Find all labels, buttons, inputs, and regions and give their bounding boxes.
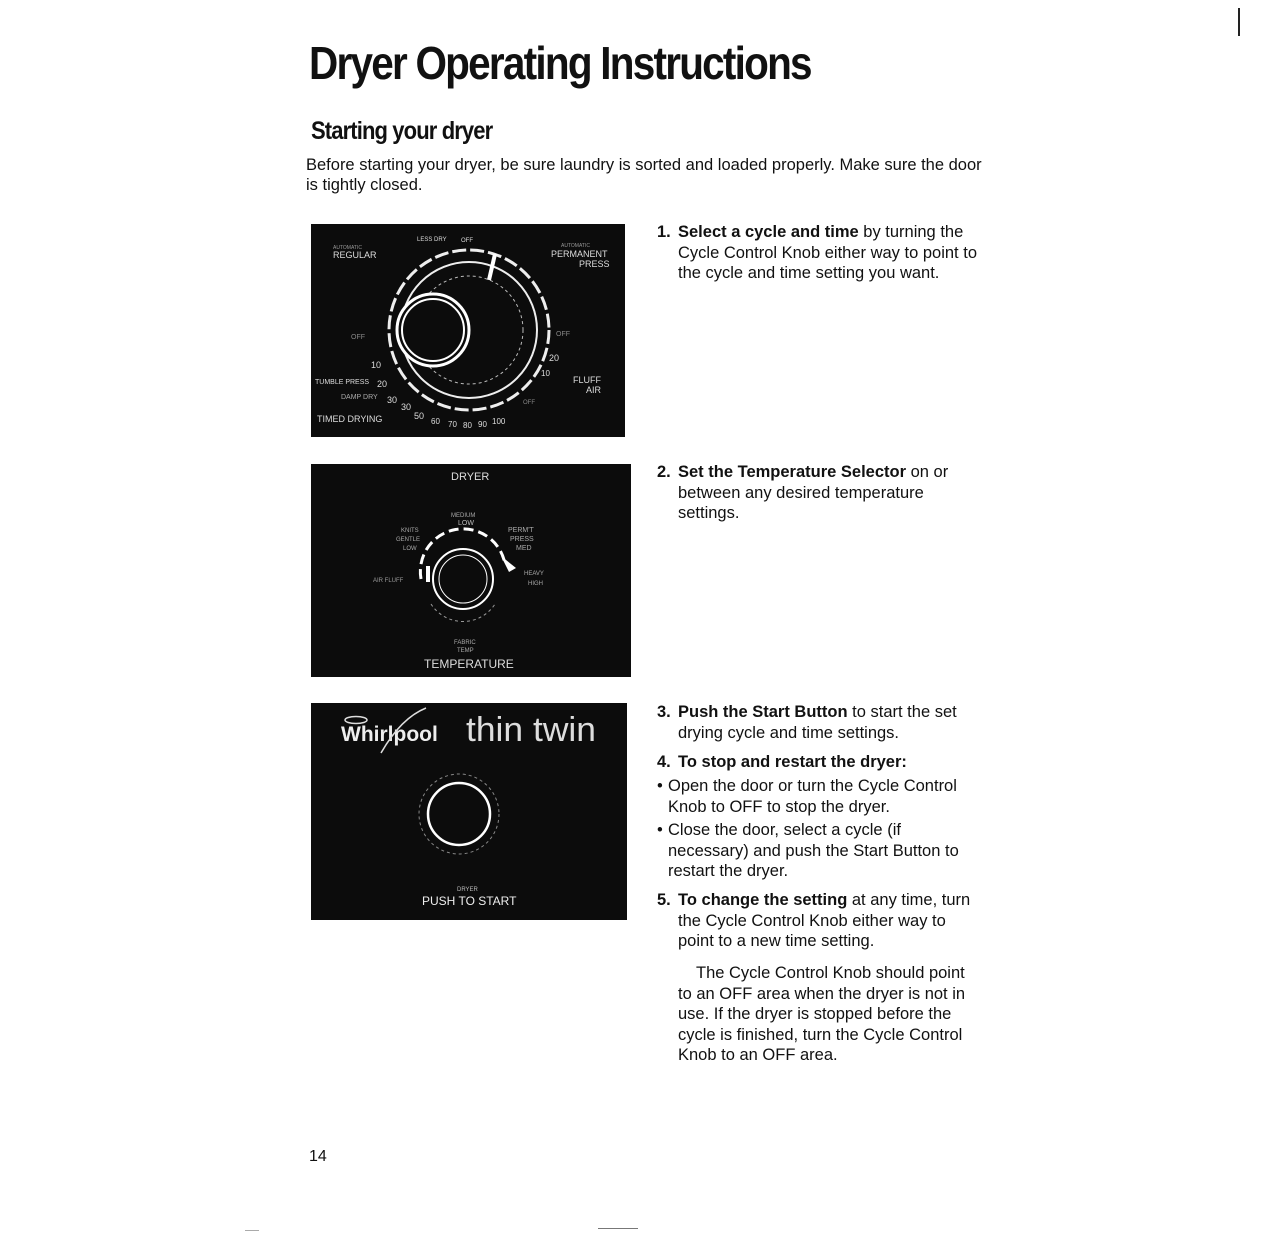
tick-bottom-70: 70 [448, 420, 457, 429]
start-button-panel [311, 703, 627, 920]
dryer-top-label: DRYER [451, 471, 490, 483]
push-to-start-label: PUSH TO START [422, 894, 517, 908]
fluff-label: FLUFF [573, 375, 601, 385]
step-3 [657, 702, 977, 743]
section-title: Starting your dryer [311, 117, 493, 145]
model-text: thin twin [466, 711, 596, 749]
perm-med-label: MED [516, 545, 532, 552]
step-5-heading: To change the setting [678, 891, 848, 909]
bullet-item-2 [657, 820, 977, 882]
bullet-1-text: Open the door or turn the Cycle Control Knob to OFF to stop the dryer. [668, 777, 957, 816]
step-3-number: 3. [657, 703, 671, 721]
perm-press-label: PRESS [510, 536, 534, 543]
tick-bottom-90: 90 [478, 420, 487, 429]
tick-bottom-50: 50 [414, 411, 425, 421]
step-5-text: at any time, turn the Cycle Control Knob either way to point to a new time setting. [678, 891, 971, 950]
medium-low-label: LOW [458, 520, 474, 527]
cycle-control-panel [311, 224, 625, 437]
brand-text: Whirlpool [341, 723, 438, 746]
step-3-heading: Push the Start Button [678, 703, 848, 721]
perm-label: PERM'T [508, 527, 534, 534]
tick-bottom-100: 100 [492, 417, 506, 426]
tick-left-30: 30 [387, 395, 398, 405]
step-1-text: by turning the Cycle Control Knob either way to point to the cycle and time setting you want. [678, 223, 977, 282]
step-3-text: to start the set drying cycle and time settings. [678, 703, 957, 742]
scan-mark [245, 1230, 259, 1231]
fabric-label: FABRIC [454, 640, 476, 646]
step-4-heading: To stop and restart the dryer: [678, 753, 907, 771]
tick-bottom-60: 60 [431, 417, 440, 426]
knits-label: KNITS [401, 528, 419, 534]
regular-automatic-label: AUTOMATIC [333, 245, 362, 251]
bullet-icon: • [657, 777, 663, 795]
page-title: Dryer Operating Instructions [309, 37, 811, 89]
temperature-selector-panel [311, 464, 631, 677]
off-bottom-label: OFF [523, 400, 535, 406]
temp-label: TEMP [457, 648, 474, 654]
heavy-label: HEAVY [524, 571, 544, 577]
tumble-press-label: TUMBLE PRESS [315, 379, 370, 386]
air-label: AIR [586, 385, 602, 395]
step-5 [657, 890, 977, 952]
damp-dry-label: DAMP DRY [341, 394, 378, 401]
bullet-icon: • [657, 821, 663, 839]
less-dry-label: LESS DRY [417, 237, 447, 243]
note-text: The Cycle Control Knob should point to an OFF area when the dryer is not in use. If the dryer is stopped before the cycle is finished, turn the Cycle Control Knob to an OFF area. [678, 964, 966, 1064]
tick-left-10: 10 [371, 360, 382, 370]
page-number: 14 [309, 1148, 327, 1165]
intro-paragraph: Before starting your dryer, be sure laundry is sorted and loaded properly. Make sure the door is tightly closed. [306, 156, 982, 194]
step-1-number: 1. [657, 223, 671, 241]
timed-drying-label: TIMED DRYING [317, 414, 383, 424]
note-paragraph [678, 963, 978, 1066]
step-1-heading: Select a cycle and time [678, 223, 859, 241]
margin-mark [1238, 8, 1240, 36]
step-2 [657, 462, 977, 524]
bullet-item-1 [657, 776, 977, 817]
tick-bottom-40: 30 [401, 402, 412, 412]
tick-left-20: 20 [377, 379, 388, 389]
step-4-number: 4. [657, 753, 671, 771]
step-2-number: 2. [657, 463, 671, 481]
bullet-2-text: Close the door, select a cycle (if necessary) and push the Start Button to restart the dryer. [668, 821, 959, 880]
off-right-label: OFF [556, 331, 570, 338]
step-2-text: on or between any desired temperature settings. [678, 463, 949, 522]
dryer-small-label: DRYER [457, 887, 478, 893]
off-top-label: OFF [461, 238, 473, 244]
tick-bottom-80: 80 [463, 421, 472, 430]
high-label: HIGH [528, 581, 543, 587]
permanent-label: PERMANENT [551, 249, 608, 259]
temperature-bottom-label: TEMPERATURE [424, 657, 514, 671]
knits-low-label: LOW [403, 546, 417, 552]
step-4 [657, 752, 977, 773]
step-2-heading: Set the Temperature Selector [678, 463, 907, 481]
medium-label: MEDIUM [451, 513, 476, 519]
tick-right-20: 20 [549, 353, 560, 363]
off-left-label: OFF [351, 334, 365, 341]
perm-automatic-label: AUTOMATIC [561, 243, 590, 249]
step-1 [657, 222, 977, 284]
tick-right-10: 10 [541, 369, 550, 378]
gentle-label: GENTLE [396, 537, 421, 543]
scan-mark [598, 1228, 638, 1229]
step-5-number: 5. [657, 891, 671, 909]
regular-label: REGULAR [333, 250, 377, 260]
press-label: PRESS [579, 259, 610, 269]
air-fluff-label: AIR FLUFF [373, 578, 404, 584]
